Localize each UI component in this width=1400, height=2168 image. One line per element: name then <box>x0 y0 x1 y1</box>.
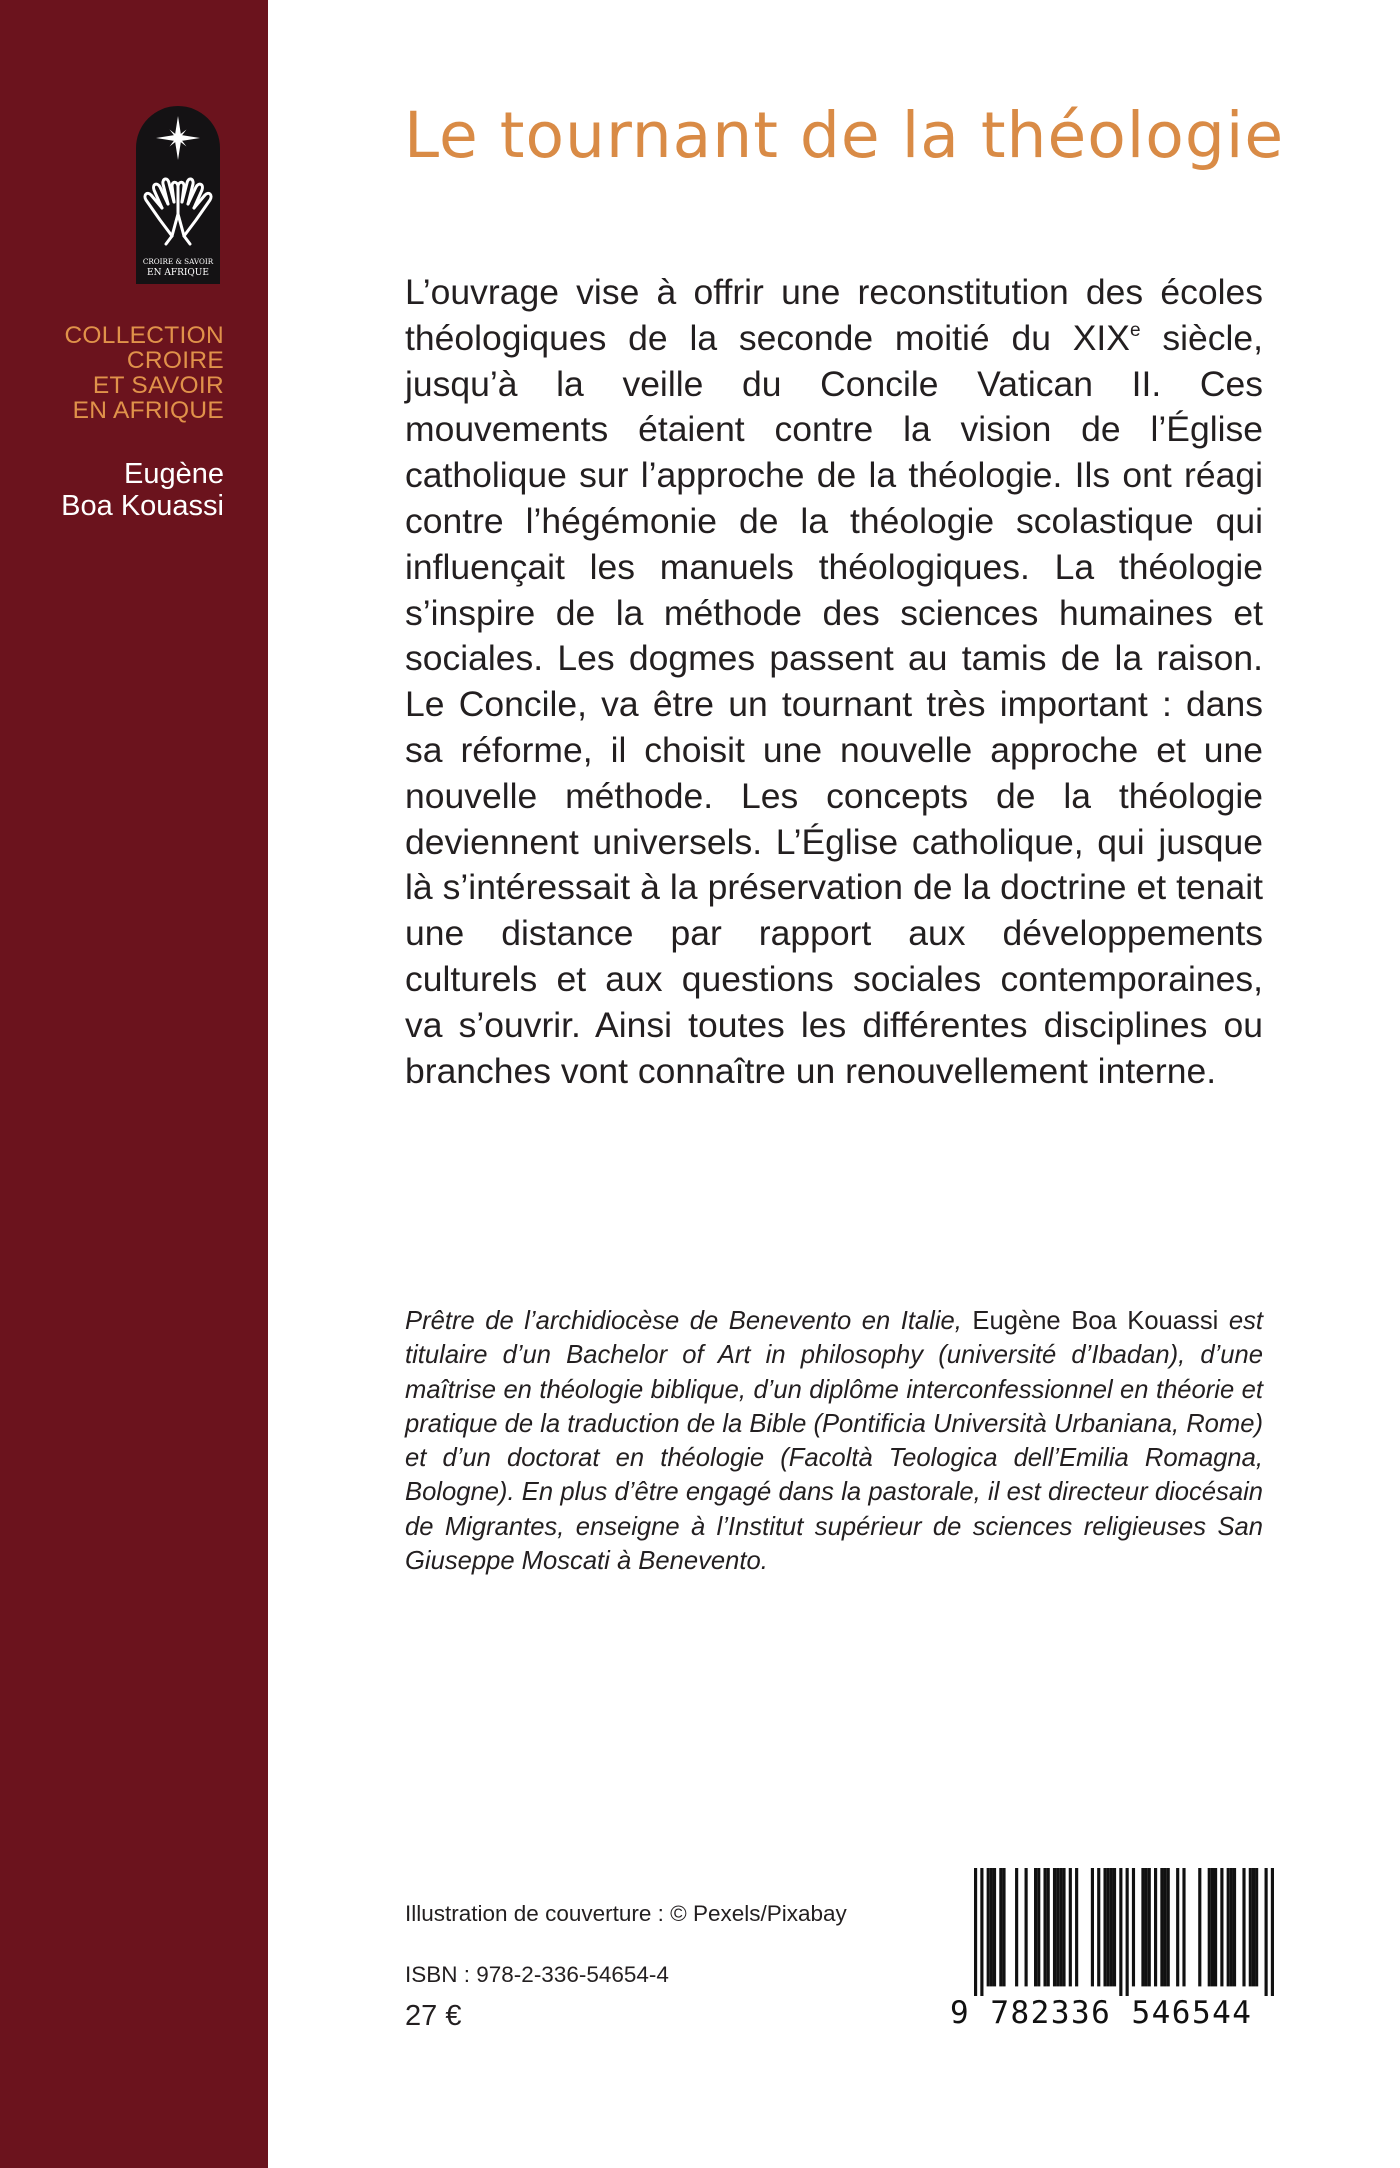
illustration-credit: Illustration de couverture : © Pexels/Pixabay <box>405 1901 847 1926</box>
barcode-bar <box>1113 1868 1116 1986</box>
barcode-bar <box>1043 1868 1046 1986</box>
barcode-bar <box>974 1868 977 1996</box>
barcode-bar <box>1233 1868 1236 1986</box>
isbn-barcode <box>950 1868 1276 2032</box>
barcode-bar <box>990 1868 993 1986</box>
author-bio <box>405 1304 1263 1578</box>
barcode-bar <box>1002 1868 1005 1986</box>
barcode-bar <box>980 1868 983 1996</box>
barcode-bar <box>1047 1868 1050 1986</box>
sidebar-author-name <box>0 458 224 522</box>
barcode-bar <box>1075 1868 1078 1986</box>
bio-text-end: est titulaire d’un Bachelor of Art in philosophy (université d’Ibadan), d’une maîtrise en théologie biblique, d’un diplôme interconfessionnel en théorie et pratique de la traduction de la Bible (Pontificia Università Urbaniana, Rome) et d’un doctorat en théologie (Facoltà Teologica dell’Emilia Romagna, Bologne). En plus d’être engagé dans la pastorale, il est directeur diocésain de Migrantes, enseigne à l’Institut supérieur de sciences religieuses San Giuseppe Moscati à Benevento. <box>405 1307 1263 1576</box>
barcode-bar <box>1097 1868 1100 1986</box>
barcode-bar <box>1025 1868 1028 1986</box>
barcode-bar <box>1249 1868 1252 1986</box>
barcode-bar <box>1176 1868 1179 1986</box>
barcode-bar <box>1141 1868 1144 1986</box>
barcode-bar <box>1062 1868 1065 1986</box>
logo-text-line-2: EN AFRIQUE <box>147 268 209 278</box>
collection-line: CROIRE <box>126 347 224 374</box>
barcode-bar <box>1198 1868 1201 1986</box>
barcode-bar <box>1069 1868 1072 1986</box>
barcode-bar <box>993 1868 996 1986</box>
barcode-bar <box>1034 1868 1037 1986</box>
barcode-bar <box>1167 1868 1170 1986</box>
barcode-bar <box>999 1868 1002 1986</box>
collection-line: ET SAVOIR <box>92 372 224 399</box>
barcode-bar <box>1107 1868 1110 1986</box>
collection-name <box>0 323 224 423</box>
author-line: Eugène <box>124 458 224 490</box>
barcode-bar <box>1132 1868 1135 1986</box>
barcode-bar <box>1265 1868 1268 1996</box>
bio-author-name: Eugène Boa Kouassi <box>972 1307 1219 1335</box>
barcode-digits: 9 782336 546544 <box>950 1995 1253 2031</box>
barcode-bar <box>1059 1868 1062 1986</box>
barcode-bar <box>1214 1868 1217 1986</box>
summary-superscript: e <box>1129 319 1141 341</box>
price-label: 27 € <box>405 2000 462 2032</box>
croire-savoir-logo <box>132 104 224 290</box>
barcode-bar <box>1252 1868 1255 1986</box>
barcode-bar <box>1208 1868 1211 1986</box>
collection-line: EN AFRIQUE <box>72 397 224 424</box>
collection-line: COLLECTION <box>64 322 224 349</box>
barcode-bar <box>1160 1868 1163 1986</box>
isbn-label: ISBN : 978-2-336-54654-4 <box>405 1962 669 1987</box>
bio-text-start: Prêtre de l’archidiocèse de Benevento en Italie, <box>405 1307 973 1335</box>
barcode-bar <box>1227 1868 1230 1986</box>
book-title: Le tournant de la théologie <box>404 99 1285 172</box>
barcode-bar <box>987 1868 990 1986</box>
barcode-bar <box>1211 1868 1214 1986</box>
barcode-bar <box>1163 1868 1166 1986</box>
logo-text-line-1: CROIRE & SAVOIR <box>142 257 214 266</box>
book-summary <box>405 270 1263 1094</box>
summary-text-start: L’ouvrage vise à offrir une reconstitution des écoles théologiques de la seconde moitié du XIX <box>405 272 1263 358</box>
barcode-bar <box>1154 1868 1157 1986</box>
barcode-bar <box>1056 1868 1059 1986</box>
barcode-bars <box>974 1868 1274 1996</box>
barcode-bar <box>1091 1868 1094 1986</box>
barcode-bar <box>1255 1868 1258 1986</box>
barcode-bar <box>1037 1868 1040 1986</box>
barcode-bar <box>1110 1868 1113 1986</box>
barcode-bar <box>1015 1868 1018 1986</box>
barcode-bar <box>1053 1868 1056 1986</box>
barcode-bar <box>1145 1868 1148 1986</box>
barcode-bar <box>1242 1868 1245 1986</box>
barcode-bar <box>1103 1868 1106 1986</box>
barcode-bar <box>1126 1868 1129 1996</box>
barcode-bar <box>1119 1868 1122 1996</box>
author-line: Boa Kouassi <box>61 490 224 522</box>
sidebar-band <box>0 0 268 2168</box>
barcode-bar <box>1271 1868 1274 1996</box>
barcode-bar <box>1148 1868 1151 1986</box>
summary-text-end: siècle, jusqu’à la veille du Concile Vatican II. Ces mouvements étaient contre la vision de l’Église catholique sur l’approche de la théologie. Ils ont réagi contre l’hégémonie de la théologie scolastique qui influençait les manuels théologiques. La théologie s’inspire de la méthode des sciences humaines et sociales. Les dogmes passent au tamis de la raison. Le Concile, va être un tournant très important : dans sa réforme, il choisit une nouvelle approche et une nouvelle méthode. Les concepts de la théologie deviennent universels. L’Église catholique, qui jusque là s’intéressait à la préservation de la doctrine et tenait une distance par rapport aux développements culturels et aux questions sociales contemporaines, va s’ouvrir. Ainsi toutes les différentes disciplines ou branches vont connaître un renouvellement interne. <box>405 317 1263 1091</box>
barcode-bar <box>1182 1868 1185 1986</box>
barcode-bar <box>1230 1868 1233 1986</box>
barcode-bar <box>1220 1868 1223 1986</box>
